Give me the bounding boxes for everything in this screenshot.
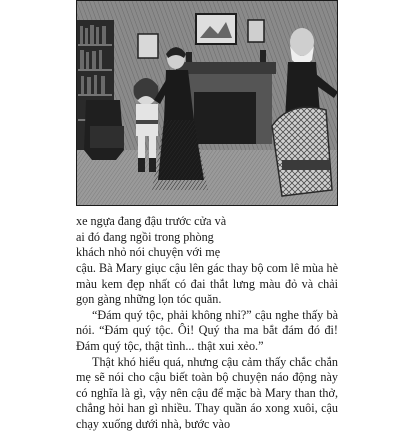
- paragraph-2: “Đám quý tộc, phải không nhỉ?” cậu nghe thấy bà nói. “Đám quý tộc. Ôi! Quý tha ma bắt đám đó đi! Đám quý tộc, thật tình... thật xui xẻo.”: [76, 307, 338, 353]
- text-line-2: ai đó đang ngồi trong phòng: [76, 229, 214, 244]
- illustration-icon: [76, 0, 338, 206]
- body-text: [76, 261, 338, 433]
- text-line-3: khách nhỏ nói chuyện với mẹ: [76, 245, 221, 259]
- paragraph-1: cậu. Bà Mary giục cậu lên gác thay bộ com lê mùa hè màu kem đẹp nhất có đai thắt lưng màu đỏ và chải gọn gàng những lọn tóc quăn.: [76, 261, 338, 307]
- paragraph-3: Thật khó hiểu quá, nhưng cậu cảm thấy chắc chắn mẹ sẽ nói cho cậu biết toàn bộ chuyện náo động này có nghĩa là gì, vậy nên cậu để mặc bà Mary than thở, chẳng hỏi han gì nhiều. Thay quần áo xong xuôi, cậu chạy xuống dưới nhà, bước vào: [76, 354, 338, 431]
- engraving-illustration: [76, 0, 338, 206]
- text-line-1: xe ngựa đang đậu trước cửa và: [76, 214, 227, 228]
